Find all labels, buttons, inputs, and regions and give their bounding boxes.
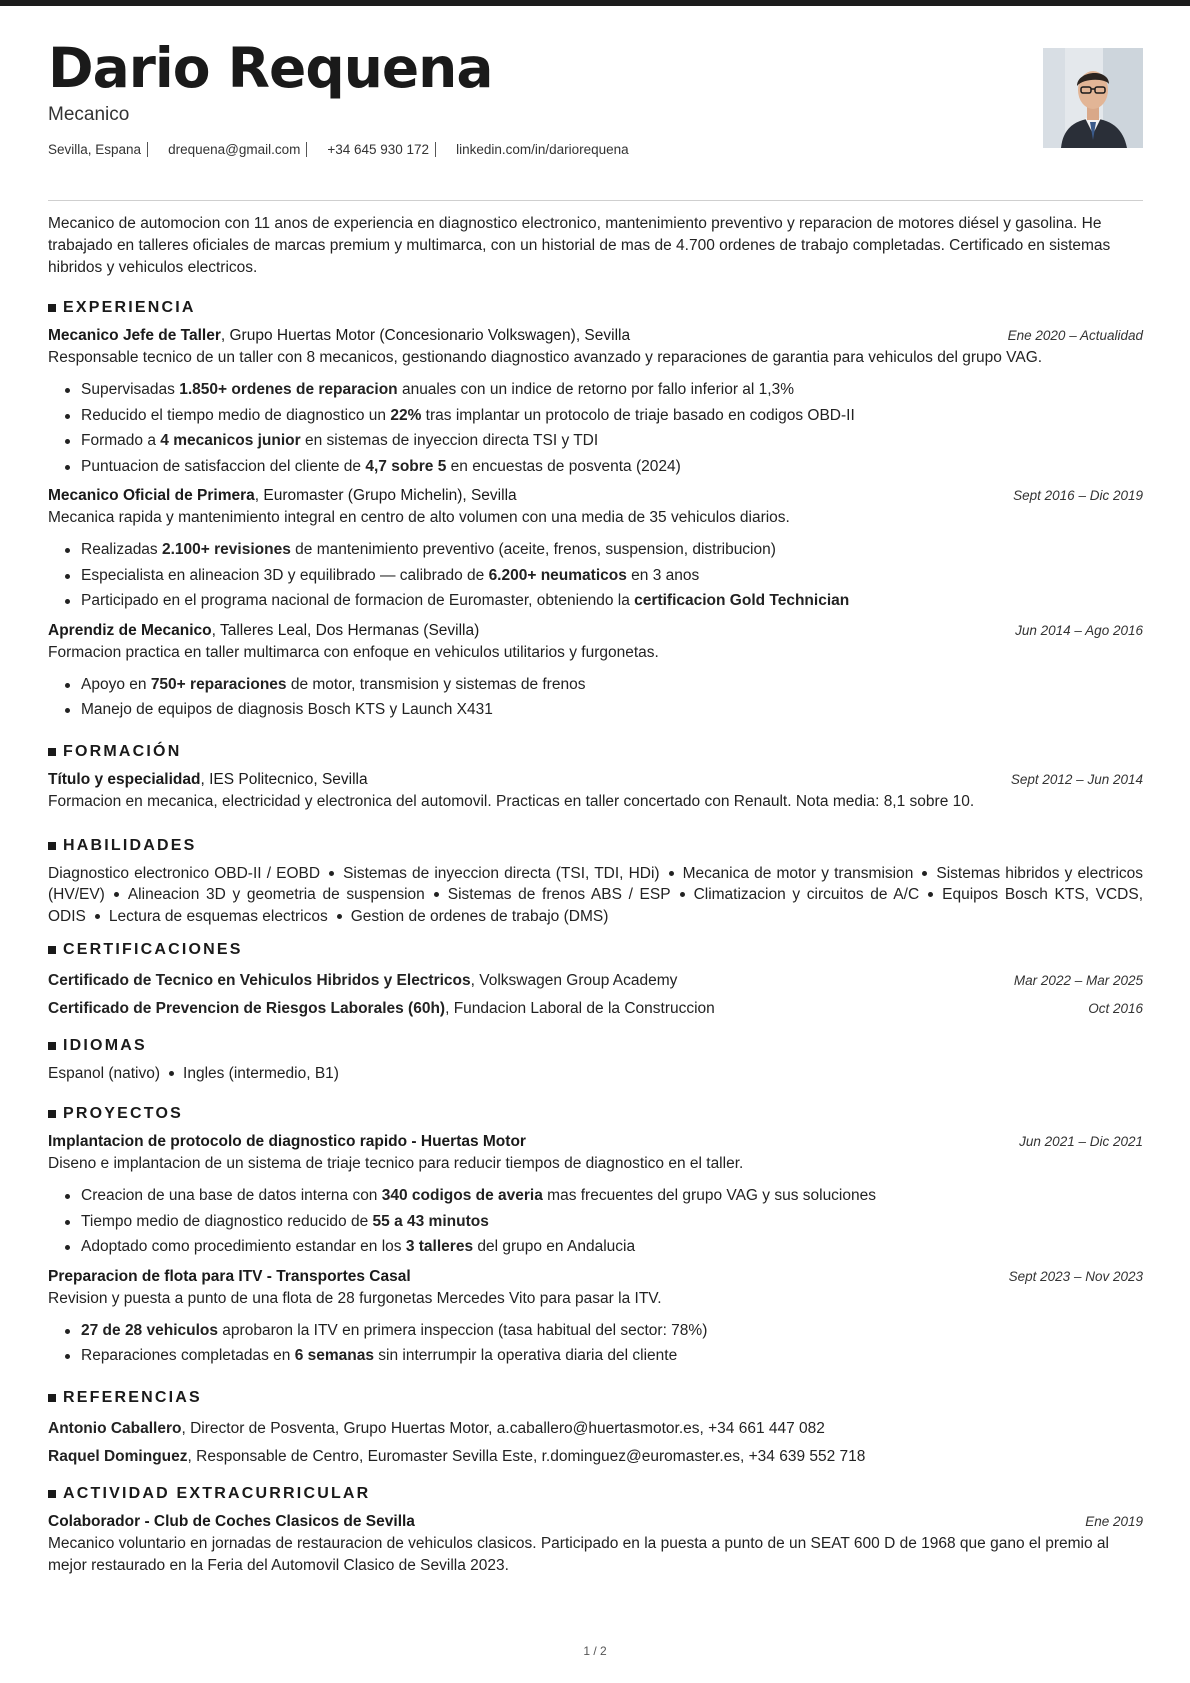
education-school: , IES Politecnico, Sevilla [200,770,368,788]
candidate-name: Dario Requena [48,36,493,100]
project-name: Preparacion de flota para ITV - Transportes Casal [48,1267,411,1285]
language-item: Ingles (intermedio, B1) [183,1065,339,1082]
dot-separator [169,1071,174,1076]
job-entry [48,485,1143,614]
education-description: Formacion en mecanica, electricidad y electronica del automovil. Practicas en taller concertado con Renault. Nota media: 8,1 sobre 10. [48,792,975,810]
project-description: Revision y puesta a punto de una flota de 28 furgonetas Mercedes Vito para pasar la ITV. [48,1289,662,1307]
section-extracurricular-title: ACTIVIDAD EXTRACURRICULAR [48,1485,1143,1503]
list-item: Tiempo medio de diagnostico reducido de 55 a 43 minutos [48,1209,1143,1235]
job-description: Mecanica rapida y mantenimiento integral en centro de alto volumen con una media de 35 vehiculos diarios. [48,509,790,526]
resume-header [48,36,1143,188]
job-date: Ene 2020 – Actualidad [1007,328,1143,343]
skill-item: Sistemas de inyeccion directa (TSI, TDI, HDi) [343,864,660,882]
linkedin-link[interactable]: linkedin.com/in/dariorequena [456,141,629,157]
certification-item: Certificado de Prevencion de Riesgos Laborales (60h), Fundacion Laboral de la Construccion Oct 2016 [48,995,1143,1023]
education-date: Sept 2012 – Jun 2014 [1010,771,1143,787]
activity-description: Mecanico voluntario en jornadas de restauracion de vehiculos clasicos. Participado en la puesta a punto de un SEAT 600 D de 1968 que gano el premio al mejor restaurado en la Feria del Automovil Clasico de Sevilla 2023. [48,1534,1109,1574]
location: Sevilla, Espana [48,141,142,157]
achievement-list [48,377,1143,479]
section-certifications-title: CERTIFICACIONES [48,941,1143,959]
activity-name: Colaborador - Club de Coches Clasicos de Sevilla [48,1512,415,1530]
skill-item: Climatizacion y circuitos de A/C [693,886,920,903]
square-bullet-icon [48,304,56,312]
job-date: Jun 2014 – Ago 2016 [1015,622,1143,638]
project-name: Implantacion de protocolo de diagnostico rapido - Huertas Motor [48,1133,526,1150]
job-position: Aprendiz de Mecanico [48,621,212,639]
profile-photo [1043,48,1143,148]
language-item: Espanol (nativo) [48,1065,161,1082]
achievement-list [48,537,1143,614]
dot-separator [114,892,119,897]
job-position: Mecanico Jefe de Taller [48,327,221,344]
achievement-list [48,672,1143,723]
candidate-role: Mecanico [48,103,130,125]
page-number: 1 / 2 [583,1644,607,1658]
list-item: Formado a 4 mecanicos junior en sistemas de inyeccion directa TSI y TDI [48,428,1143,454]
project-entry [48,1266,1143,1369]
job-entry [48,620,1143,723]
certification-item: Certificado de Tecnico en Vehiculos Hibridos y Electricos, Volkswagen Group Academy Mar 2022 – Mar 2025 [48,967,1143,995]
phone: +34 645 930 172 [327,141,430,157]
project-entry [48,1131,1143,1260]
dot-separator [329,871,334,876]
list-item: Puntuacion de satisfaccion del cliente de 4,7 sobre 5 en encuestas de posventa (2024) [48,454,1143,480]
square-bullet-icon [48,1490,56,1498]
activity-date: Ene 2019 [1085,1513,1143,1529]
contact-line [48,142,1143,157]
skill-item: Gestion de ordenes de trabajo (DMS) [350,907,609,925]
dot-separator [680,892,685,897]
list-item: Adoptado como procedimiento estandar en los 3 talleres del grupo en Andalucia [48,1234,1143,1260]
list-item: 27 de 28 vehiculos aprobaron la ITV en primera inspeccion (tasa habitual del sector: 78%) [48,1318,1143,1344]
email-link[interactable]: drequena@gmail.com [168,141,301,157]
list-item: Creacion de una base de datos interna con 340 codigos de averia mas frecuentes del grupo VAG y sus soluciones [48,1183,1143,1209]
job-entry [48,325,1143,479]
certification-date: Oct 2016 [1088,1001,1143,1016]
project-date: Jun 2021 – Dic 2021 [1019,1134,1143,1149]
square-bullet-icon [48,1042,56,1050]
square-bullet-icon [48,1394,56,1402]
section-education-title: FORMACIÓN [48,743,1143,761]
list-item: Especialista en alineacion 3D y equilibrado — calibrado de 6.200+ neumaticos en 3 anos [48,563,1143,589]
list-item: Manejo de equipos de diagnosis Bosch KTS y Launch X431 [48,697,1143,723]
skill-item: Alineacion 3D y geometria de suspension [127,886,425,903]
square-bullet-icon [48,748,56,756]
job-company: , Talleres Leal, Dos Hermanas (Sevilla) [211,621,480,639]
divider [147,142,148,157]
section-languages-title: IDIOMAS [48,1037,1143,1055]
skill-item: Equipos Bosch KTS, VCDS, ODIS [48,886,1144,925]
list-item: Realizadas 2.100+ revisiones de mantenimiento preventivo (aceite, frenos, suspension, distribucion) [48,537,1143,563]
list-item: Apoyo en 750+ reparaciones de motor, transmision y sistemas de frenos [48,672,1143,698]
list-item: Reducido el tiempo medio de diagnostico un 22% tras implantar un protocolo de triaje basado en codigos OBD-II [48,403,1143,429]
achievement-list [48,1318,1143,1369]
divider [306,142,307,157]
project-description: Diseno e implantacion de un sistema de triaje tecnico para reducir tiempos de diagnostico en el taller. [48,1155,744,1172]
skill-item: Diagnostico electronico OBD-II / EOBD [48,864,321,882]
profile-summary: Mecanico de automocion con 11 anos de experiencia en diagnostico electronico, mantenimiento preventivo y reparacion de motores diésel y gasolina. He trabajado en talleres oficiales de marcas premium y multimarca, con un historial de mas de 4.700 ordenes de trabajo completadas. Certificado en sistemas hibridos y vehiculos electricos. [48,215,1111,276]
list-item: Participado en el programa nacional de formacion de Euromaster, obteniendo la certificacion Gold Technician [48,588,1143,614]
job-position: Mecanico Oficial de Primera [48,487,255,504]
languages-list [48,1063,1143,1085]
skills-list [48,863,1143,928]
extracurricular-entry [48,1511,1143,1577]
list-item: Supervisadas 1.850+ ordenes de reparacion anuales con un indice de retorno por fallo inferior al 1,3% [48,377,1143,403]
dot-separator [928,892,933,897]
header-divider [48,200,1143,201]
square-bullet-icon [48,946,56,954]
section-references-title: REFERENCIAS [48,1389,1143,1407]
certification-list [48,967,1143,1023]
job-description: Formacion practica en taller multimarca con enfoque en vehiculos utilitarios y furgonetas. [48,643,659,661]
reference-item: Antonio Caballero, Director de Posventa, Grupo Huertas Motor, a.caballero@huertasmotor.es, +34 661 447 082 [48,1419,825,1437]
dot-separator [95,914,100,919]
education-entry [48,769,1143,813]
skill-item: Sistemas de frenos ABS / ESP [447,886,671,903]
skill-item: Sistemas hibridos y electricos (HV/EV) [48,864,1144,903]
square-bullet-icon [48,842,56,850]
divider [435,142,436,157]
job-description: Responsable tecnico de un taller con 8 mecanicos, gestionando diagnostico avanzado y reparaciones de garantia para vehiculos del grupo VAG. [48,349,1043,366]
job-date: Sept 2016 – Dic 2019 [1013,488,1143,503]
resume-page [48,36,1144,1577]
job-company: , Euromaster (Grupo Michelin), Sevilla [254,487,517,504]
dot-separator [922,871,927,876]
dot-separator [669,871,674,876]
achievement-list [48,1183,1143,1260]
skill-item: Lectura de esquemas electricos [108,907,328,925]
list-item: Reparaciones completadas en 6 semanas sin interrumpir la operativa diaria del cliente [48,1343,1143,1369]
section-projects-title: PROYECTOS [48,1105,1143,1123]
job-company: , Grupo Huertas Motor (Concesionario Volkswagen), Sevilla [220,327,631,344]
dot-separator [434,892,439,897]
square-bullet-icon [48,1110,56,1118]
references-list [48,1415,1143,1471]
certification-date: Mar 2022 – Mar 2025 [1013,973,1143,988]
reference-item: Raquel Dominguez, Responsable de Centro, Euromaster Sevilla Este, r.dominguez@euromaster.es, +34 639 552 718 [48,1447,866,1465]
project-date: Sept 2023 – Nov 2023 [1008,1268,1143,1284]
section-experience-title: EXPERIENCIA [48,299,1143,317]
skill-item: Mecanica de motor y transmision [682,864,914,882]
top-bar [0,0,1190,6]
dot-separator [337,914,342,919]
education-degree: Título y especialidad [48,770,201,788]
section-skills-title: HABILIDADES [48,837,1143,855]
